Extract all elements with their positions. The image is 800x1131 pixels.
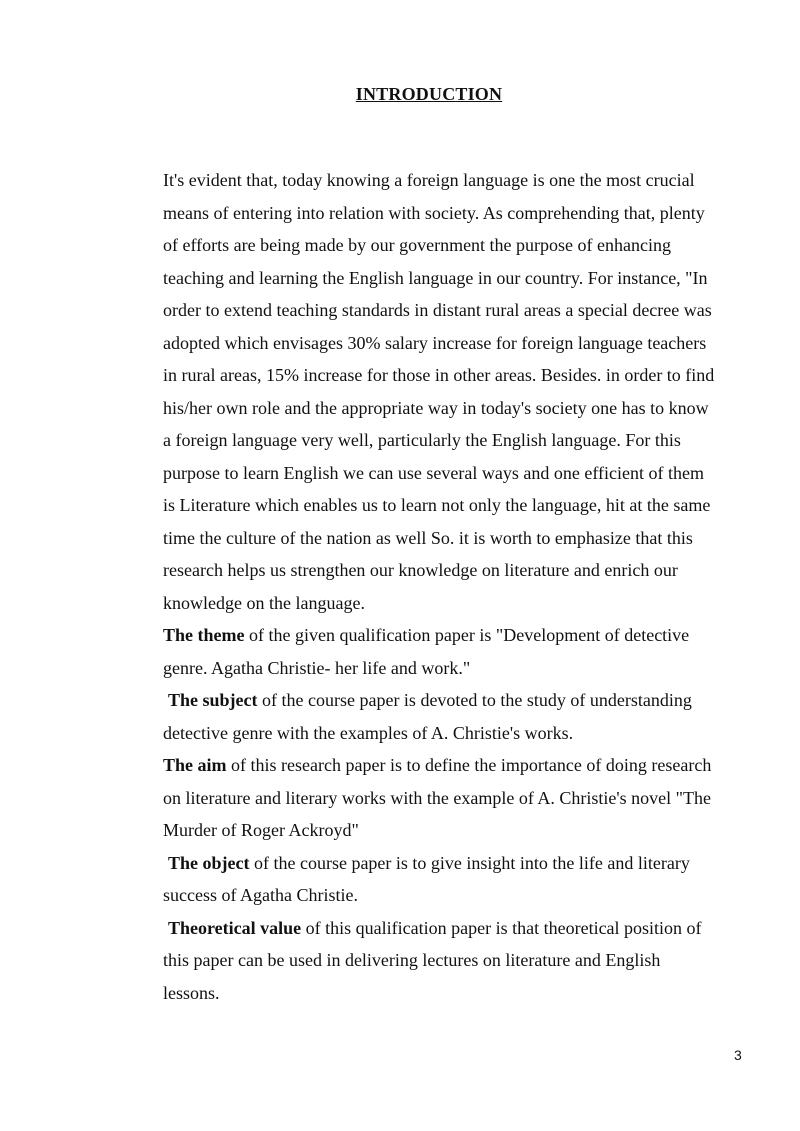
- theme-line: [163, 619, 748, 652]
- object-term: The object: [168, 852, 250, 873]
- paragraph-line: It's evident that, today knowing a foreign language is one the most crucial: [163, 170, 695, 190]
- theoretical-value-text: of this qualification paper is that theoretical position of: [301, 917, 702, 938]
- theoretical-value-line: [163, 912, 748, 945]
- theoretical-value-line-2: this paper can be used in delivering lectures on literature and English: [163, 950, 661, 970]
- paragraph-line: of efforts are being made by our government the purpose of enhancing: [163, 235, 671, 255]
- paragraph-line: adopted which envisages 30% salary increase for foreign language teachers: [163, 332, 707, 353]
- paragraph-line: means of entering into relation with society. As comprehending that, plenty: [163, 202, 705, 223]
- theme-line-2: genre. Agatha Christie- her life and work.": [163, 657, 471, 678]
- theme-text: of the given qualification paper is "Development of detective: [244, 625, 690, 645]
- paragraph-line: is Literature which enables us to learn not only the language, hit at the same: [163, 495, 711, 515]
- theoretical-value-line-3: lessons.: [163, 982, 220, 1003]
- subject-term: The subject: [168, 690, 258, 710]
- subject-line: [163, 684, 748, 717]
- object-line-2: success of Agatha Christie.: [163, 885, 358, 905]
- page-title: INTRODUCTION: [355, 84, 503, 104]
- paragraph-line: time the culture of the nation as well So. it is worth to emphasize that this: [163, 527, 693, 548]
- theme-term: The theme: [163, 625, 245, 645]
- paragraph-line: purpose to learn English we can use several ways and one efficient of them: [163, 462, 704, 483]
- theoretical-value-term: Theoretical value: [168, 917, 302, 938]
- subject-text: of the course paper is devoted to the study of understanding: [257, 690, 692, 710]
- object-line: [163, 847, 748, 880]
- subject-line-2: detective genre with the examples of A. Christie's works.: [163, 722, 574, 743]
- paragraph-line: knowledge on the language.: [163, 592, 365, 613]
- aim-line: [163, 749, 748, 782]
- aim-text: of this research paper is to define the importance of doing research: [226, 755, 712, 775]
- aim-line-2: on literature and literary works with the example of A. Christie's novel "The: [163, 787, 711, 808]
- paragraph-line: teaching and learning the English language in our country. For instance, "In: [163, 267, 708, 288]
- aim-line-3: Murder of Roger Ackroyd": [163, 820, 359, 840]
- paragraph-line: a foreign language very well, particularly the English language. For this: [163, 430, 681, 450]
- object-text: of the course paper is to give insight into the life and literary: [249, 852, 690, 873]
- document-body: [163, 164, 748, 1009]
- aim-term: The aim: [163, 755, 227, 775]
- paragraph-line: in rural areas, 15% increase for those in other areas. Besides. in order to find: [163, 365, 715, 385]
- paragraph-line: research helps us strengthen our knowledge on literature and enrich our: [163, 560, 678, 580]
- paragraph-line: order to extend teaching standards in distant rural areas a special decree was: [163, 300, 712, 320]
- paragraph-line: his/her own role and the appropriate way in today's society one has to know: [163, 397, 709, 418]
- page-number: 3: [734, 1047, 742, 1063]
